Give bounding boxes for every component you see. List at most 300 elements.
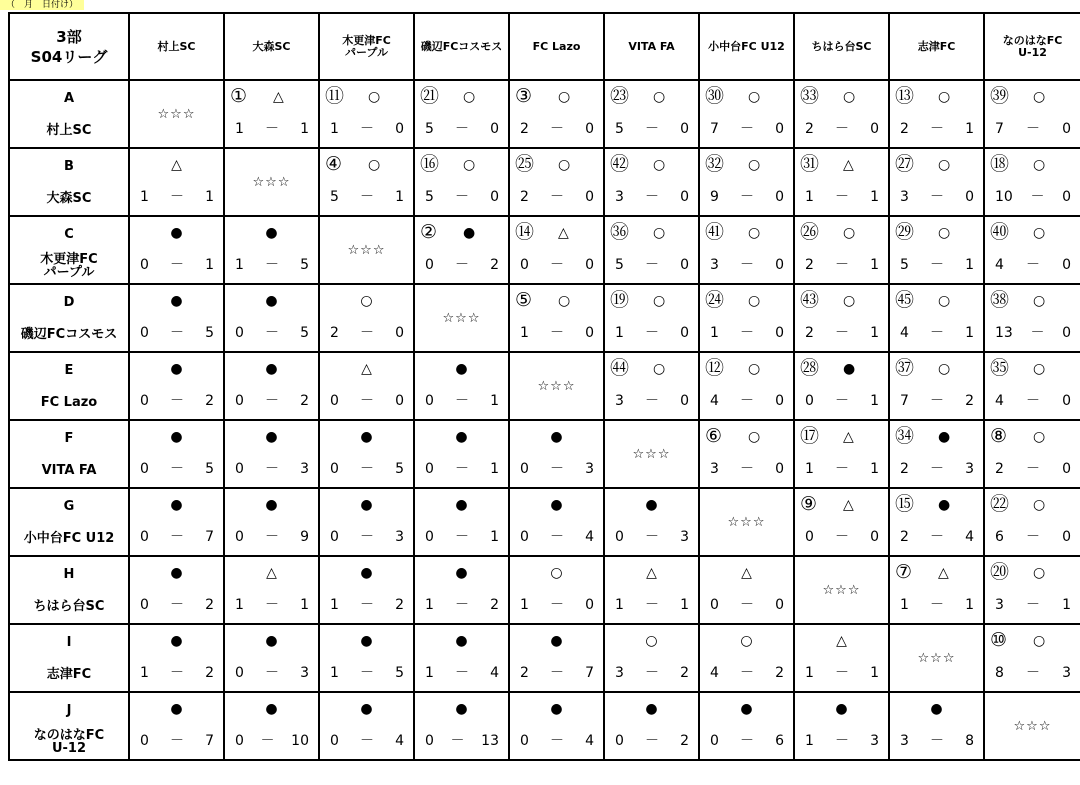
score-home: 1 xyxy=(615,325,624,341)
cell-content xyxy=(320,149,413,215)
score xyxy=(615,325,689,341)
cell-content xyxy=(415,421,508,487)
score-dash: － xyxy=(645,529,659,545)
result-symbol: ● xyxy=(930,701,943,717)
result-symbol: ○ xyxy=(843,225,856,241)
match-number: ⑥ xyxy=(705,425,723,447)
cell-content xyxy=(415,149,508,215)
cell-content xyxy=(225,625,318,691)
match-cell xyxy=(699,80,794,148)
score xyxy=(995,121,1071,137)
score xyxy=(900,597,974,613)
score-dash: － xyxy=(930,121,944,137)
cell-content xyxy=(985,489,1080,555)
match-cell xyxy=(319,148,414,216)
score xyxy=(520,733,594,749)
team-name: 小中台FC U12 xyxy=(23,530,115,546)
team-name: FC Lazo xyxy=(40,394,98,410)
score xyxy=(330,121,404,137)
cell-content xyxy=(415,693,508,759)
result-symbol: △ xyxy=(843,497,854,513)
score-home: 0 xyxy=(425,393,434,409)
score xyxy=(235,665,309,681)
score xyxy=(805,257,879,273)
score xyxy=(995,257,1071,273)
score-home: 1 xyxy=(330,665,339,681)
score xyxy=(805,121,879,137)
match-cell xyxy=(984,284,1080,352)
score-home: 10 xyxy=(995,189,1013,205)
cell-content xyxy=(700,217,793,283)
cell-content xyxy=(320,421,413,487)
cell-content xyxy=(890,421,983,487)
match-number: ④ xyxy=(325,153,343,175)
match-cell xyxy=(794,420,889,488)
match-number: ⑬ xyxy=(895,85,915,107)
team-name: 村上SC xyxy=(46,122,92,138)
score-dash: － xyxy=(455,257,469,273)
result-symbol: ○ xyxy=(653,293,666,309)
team-letter: D xyxy=(63,295,75,310)
team-letter: F xyxy=(64,431,74,446)
cell-content xyxy=(130,421,223,487)
result-symbol: △ xyxy=(646,565,657,581)
match-cell xyxy=(414,420,509,488)
match-number: ⑱ xyxy=(990,153,1010,175)
result-symbol: ● xyxy=(265,497,278,513)
column-header-team: 志津FC xyxy=(889,13,984,80)
score-dash: － xyxy=(360,733,374,749)
match-number: ㊲ xyxy=(895,357,915,379)
cell-content xyxy=(415,81,508,147)
match-cell xyxy=(889,420,984,488)
score-home: 1 xyxy=(520,325,529,341)
score-home: 3 xyxy=(615,189,624,205)
self-match-stars: ☆☆☆ xyxy=(822,583,861,598)
score-home: 9 xyxy=(710,189,719,205)
score-dash: － xyxy=(170,529,184,545)
score xyxy=(235,121,309,137)
cell-content xyxy=(985,557,1080,623)
match-cell xyxy=(984,148,1080,216)
result-symbol: ● xyxy=(265,225,278,241)
score-home: 3 xyxy=(900,189,909,205)
match-cell xyxy=(509,284,604,352)
match-cell xyxy=(984,556,1080,624)
match-cell xyxy=(129,692,224,760)
score-away: 3 xyxy=(300,665,309,681)
cell-content xyxy=(795,217,888,283)
score-dash: － xyxy=(360,325,374,341)
score-home: 3 xyxy=(615,665,624,681)
match-number: ㊷ xyxy=(610,153,630,175)
score-away: 2 xyxy=(680,733,689,749)
result-symbol: ● xyxy=(455,497,468,513)
team-letter: C xyxy=(64,227,74,242)
match-cell xyxy=(699,216,794,284)
result-symbol: ● xyxy=(265,361,278,377)
score-home: 0 xyxy=(235,461,244,477)
match-cell xyxy=(319,352,414,420)
score-dash: － xyxy=(1030,189,1045,205)
result-symbol: ● xyxy=(550,701,563,717)
row-header xyxy=(9,692,129,760)
score xyxy=(995,325,1071,341)
score-home: 0 xyxy=(520,733,529,749)
column-header-team: ちはら台SC xyxy=(794,13,889,80)
match-cell xyxy=(129,352,224,420)
match-cell xyxy=(984,80,1080,148)
score-home: 1 xyxy=(805,461,814,477)
score xyxy=(900,733,974,749)
match-number: ⑯ xyxy=(420,153,440,175)
match-cell xyxy=(319,488,414,556)
row-header xyxy=(9,80,129,148)
match-cell xyxy=(984,420,1080,488)
score xyxy=(140,665,214,681)
score xyxy=(710,733,784,749)
match-cell xyxy=(794,352,889,420)
score-dash: － xyxy=(550,189,564,205)
score-away: 0 xyxy=(1062,461,1071,477)
column-header-team: FC Lazo xyxy=(509,13,604,80)
match-cell xyxy=(414,624,509,692)
match-number: ㊹ xyxy=(610,357,630,379)
result-symbol: △ xyxy=(741,565,752,581)
score-dash: － xyxy=(455,665,469,681)
match-cell xyxy=(509,556,604,624)
column-header-team: 木更津FC パープル xyxy=(319,13,414,80)
score xyxy=(615,393,689,409)
cell-content xyxy=(415,489,508,555)
score-away: 2 xyxy=(775,665,784,681)
score-away: 1 xyxy=(870,461,879,477)
cell-content xyxy=(700,421,793,487)
cell-content xyxy=(985,217,1080,283)
cell-content xyxy=(415,217,508,283)
score xyxy=(995,597,1071,613)
cell-content xyxy=(890,693,983,759)
score xyxy=(805,733,879,749)
score-away: 0 xyxy=(680,393,689,409)
match-cell xyxy=(224,284,319,352)
score xyxy=(995,461,1071,477)
cell-content xyxy=(890,149,983,215)
score-dash: － xyxy=(930,597,944,613)
team-name: 大森SC xyxy=(46,190,92,206)
score xyxy=(235,257,309,273)
score-away: 0 xyxy=(965,189,974,205)
match-number: ⑨ xyxy=(800,493,818,515)
score xyxy=(425,461,499,477)
result-symbol: △ xyxy=(843,429,854,445)
team-row xyxy=(9,216,1080,284)
score-away: 0 xyxy=(680,257,689,273)
result-symbol: △ xyxy=(938,565,949,581)
score-home: 0 xyxy=(140,529,149,545)
cell-content xyxy=(510,353,603,419)
score xyxy=(140,393,214,409)
score xyxy=(520,665,594,681)
score-dash: － xyxy=(360,121,374,137)
score xyxy=(520,529,594,545)
score xyxy=(425,733,499,749)
score-home: 0 xyxy=(235,393,244,409)
score-home: 0 xyxy=(140,257,149,273)
score-dash: － xyxy=(645,597,659,613)
score-away: 4 xyxy=(395,733,404,749)
score-home: 0 xyxy=(425,257,434,273)
self-match-stars: ☆☆☆ xyxy=(157,107,196,122)
score xyxy=(425,665,499,681)
score-dash: － xyxy=(260,733,275,749)
result-symbol: △ xyxy=(836,633,847,649)
self-match-stars: ☆☆☆ xyxy=(252,175,291,190)
score xyxy=(425,121,499,137)
match-number: ⑮ xyxy=(895,493,915,515)
result-symbol: ○ xyxy=(653,89,666,105)
result-symbol: ○ xyxy=(653,225,666,241)
match-cell xyxy=(509,80,604,148)
result-symbol: ○ xyxy=(748,429,761,445)
match-cell xyxy=(414,216,509,284)
match-number: ⑦ xyxy=(895,561,913,583)
score-away: 2 xyxy=(205,393,214,409)
score-home: 7 xyxy=(900,393,909,409)
cell-content xyxy=(320,285,413,351)
score-away: 0 xyxy=(585,257,594,273)
row-header xyxy=(9,352,129,420)
score-home: 1 xyxy=(235,121,244,137)
cell-content xyxy=(890,353,983,419)
cell-content xyxy=(890,557,983,623)
match-number: ㉝ xyxy=(800,85,820,107)
score-dash: － xyxy=(265,257,279,273)
match-number: ⑪ xyxy=(325,85,345,107)
score xyxy=(330,597,404,613)
score-away: 0 xyxy=(680,121,689,137)
match-cell xyxy=(224,352,319,420)
match-cell xyxy=(699,692,794,760)
score-away: 2 xyxy=(395,597,404,613)
score xyxy=(235,733,309,749)
score-away: 3 xyxy=(680,529,689,545)
score-home: 2 xyxy=(520,189,529,205)
cell-content xyxy=(225,693,318,759)
result-symbol: ● xyxy=(463,225,476,241)
score-dash: － xyxy=(930,733,944,749)
match-cell xyxy=(319,692,414,760)
score-away: 7 xyxy=(205,733,214,749)
match-number: ⑧ xyxy=(990,425,1008,447)
score-home: 1 xyxy=(235,597,244,613)
score-dash: － xyxy=(645,325,659,341)
match-cell xyxy=(414,556,509,624)
score-home: 3 xyxy=(615,393,624,409)
cell-content xyxy=(795,489,888,555)
match-number: ㉜ xyxy=(705,153,725,175)
cell-content xyxy=(320,557,413,623)
score-dash: － xyxy=(930,189,944,205)
cell-content xyxy=(700,693,793,759)
match-cell xyxy=(509,692,604,760)
cell-content xyxy=(510,81,603,147)
result-symbol: ● xyxy=(645,497,658,513)
score xyxy=(520,325,594,341)
header-row xyxy=(9,13,1080,80)
score-away: 2 xyxy=(300,393,309,409)
self-match-cell xyxy=(414,284,509,352)
match-cell xyxy=(129,624,224,692)
score-away: 2 xyxy=(205,597,214,613)
score-dash: － xyxy=(265,325,279,341)
match-cell xyxy=(604,80,699,148)
result-symbol: ○ xyxy=(938,157,951,173)
score-away: 3 xyxy=(1062,665,1071,681)
result-symbol: ● xyxy=(265,429,278,445)
score-away: 4 xyxy=(965,529,974,545)
cell-content xyxy=(985,693,1080,759)
score-home: 4 xyxy=(710,665,719,681)
score-home: 0 xyxy=(330,733,339,749)
score-dash: － xyxy=(740,733,754,749)
score xyxy=(900,461,974,477)
result-symbol: ○ xyxy=(463,89,476,105)
score xyxy=(330,665,404,681)
score-dash: － xyxy=(740,461,754,477)
self-match-stars: ☆☆☆ xyxy=(917,651,956,666)
cell-content xyxy=(985,353,1080,419)
score-dash: － xyxy=(550,461,564,477)
match-cell xyxy=(319,420,414,488)
team-row xyxy=(9,488,1080,556)
result-symbol: ● xyxy=(170,361,183,377)
match-number: ㉔ xyxy=(705,289,725,311)
cell-content xyxy=(130,81,223,147)
team-letter: H xyxy=(63,567,75,582)
score xyxy=(615,733,689,749)
match-cell xyxy=(604,624,699,692)
result-symbol: ○ xyxy=(748,225,761,241)
score xyxy=(425,189,499,205)
score xyxy=(900,121,974,137)
score-away: 2 xyxy=(205,665,214,681)
team-row xyxy=(9,80,1080,148)
score xyxy=(805,529,879,545)
result-symbol: ● xyxy=(170,293,183,309)
score-dash: － xyxy=(265,461,279,477)
cell-content xyxy=(795,149,888,215)
score-away: 4 xyxy=(490,665,499,681)
score-away: 1 xyxy=(965,257,974,273)
team-row xyxy=(9,556,1080,624)
score-dash: － xyxy=(170,665,184,681)
score-dash: － xyxy=(170,189,184,205)
score-away: 2 xyxy=(490,597,499,613)
team-row xyxy=(9,624,1080,692)
cell-content xyxy=(795,285,888,351)
cell-content xyxy=(890,217,983,283)
result-symbol: ● xyxy=(938,429,951,445)
result-symbol: ○ xyxy=(748,89,761,105)
cell-content xyxy=(130,217,223,283)
column-header-team: なのはなFC U-12 xyxy=(984,13,1080,80)
score-home: 13 xyxy=(995,325,1013,341)
score-away: 0 xyxy=(1062,257,1071,273)
cell-content xyxy=(320,353,413,419)
match-cell xyxy=(509,624,604,692)
cell-content xyxy=(795,421,888,487)
match-number: ㊱ xyxy=(610,221,630,243)
score-away: 0 xyxy=(395,121,404,137)
cell-content xyxy=(795,81,888,147)
score-home: 0 xyxy=(235,325,244,341)
team-name: ちはら台SC xyxy=(33,598,105,614)
result-symbol: ○ xyxy=(558,293,571,309)
score-dash: － xyxy=(455,529,469,545)
result-symbol: ● xyxy=(550,497,563,513)
match-cell xyxy=(319,624,414,692)
score-home: 2 xyxy=(900,121,909,137)
score xyxy=(330,733,404,749)
score xyxy=(425,529,499,545)
score-home: 0 xyxy=(805,529,814,545)
score-home: 1 xyxy=(425,665,434,681)
match-cell xyxy=(794,148,889,216)
match-cell xyxy=(794,488,889,556)
cell-content xyxy=(985,285,1080,351)
score-home: 0 xyxy=(330,393,339,409)
result-symbol: ● xyxy=(265,701,278,717)
match-number: ㉚ xyxy=(705,85,725,107)
score-home: 2 xyxy=(805,257,814,273)
cell-content xyxy=(225,353,318,419)
score-away: 4 xyxy=(585,733,594,749)
cell-content xyxy=(225,557,318,623)
match-number: ③ xyxy=(515,85,533,107)
cell-content xyxy=(510,285,603,351)
result-symbol: ○ xyxy=(843,293,856,309)
score-away: 1 xyxy=(490,393,499,409)
league-table xyxy=(8,12,1080,761)
cell-content xyxy=(985,81,1080,147)
score-home: 2 xyxy=(330,325,339,341)
score xyxy=(615,121,689,137)
cell-content xyxy=(225,217,318,283)
match-number: ㉞ xyxy=(895,425,915,447)
league-title: 3部 S04リーグ xyxy=(9,13,129,80)
cell-content xyxy=(700,557,793,623)
match-cell xyxy=(794,692,889,760)
result-symbol: ○ xyxy=(653,157,666,173)
cell-content xyxy=(415,625,508,691)
score-away: 0 xyxy=(395,393,404,409)
result-symbol: ○ xyxy=(645,633,658,649)
result-symbol: ○ xyxy=(1033,89,1046,105)
score-home: 0 xyxy=(140,461,149,477)
score xyxy=(520,597,594,613)
cell-content xyxy=(985,149,1080,215)
score-home: 1 xyxy=(900,597,909,613)
match-number: ㉗ xyxy=(895,153,915,175)
score-away: 2 xyxy=(490,257,499,273)
score-dash: － xyxy=(740,665,754,681)
score xyxy=(805,461,879,477)
match-cell xyxy=(889,216,984,284)
score-away: 3 xyxy=(395,529,404,545)
match-cell xyxy=(414,148,509,216)
score xyxy=(710,665,784,681)
